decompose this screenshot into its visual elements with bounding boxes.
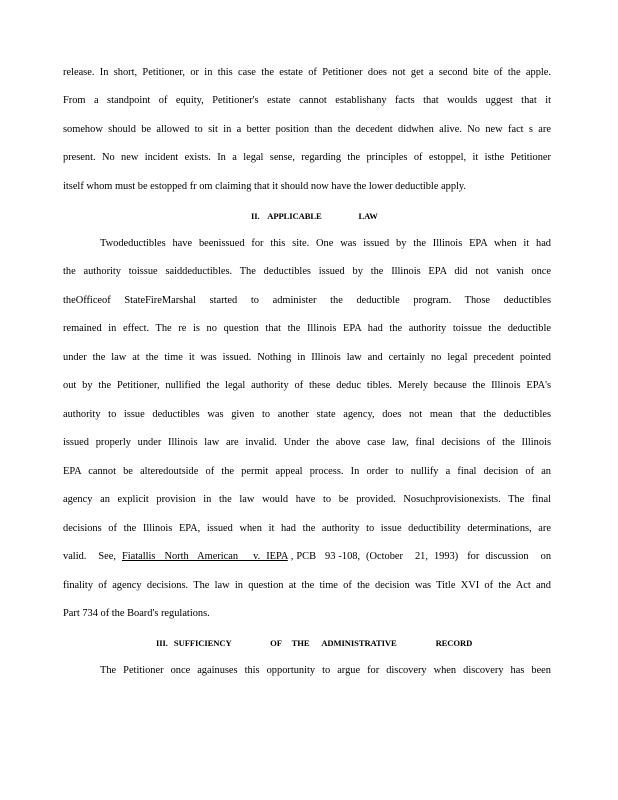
- case-citation-name: Fiatallis North American v. IEPA: [121, 551, 288, 562]
- paragraph-line: itself whom must be estopped fr om claiming that it should now have the lower deductible apply.: [63, 181, 467, 192]
- paragraph-line: EPA cannot be alteredoutside of the permit appeal process. In order to nullify a final decision of an: [63, 466, 551, 477]
- paragraph-line: the authority toissue saiddeductibles. The deductibles issued by the Illinois EPA did not vanish once: [63, 266, 551, 277]
- section-heading-sufficiency: III. SUFFICIENCY OF THE ADMINISTRATIVE RECORD: [156, 638, 473, 648]
- paragraph-line: present. No new incident exists. In a legal sense, regarding the principles of estoppel, it isthe Petitioner: [63, 152, 551, 163]
- paragraph-line: decisions of the Illinois EPA, issued when it had the authority to issue deductibility determinations, are: [63, 523, 551, 534]
- paragraph-line: release. In short, Petitioner, or in this case the estate of Petitioner does not get a second bite of the apple.: [63, 67, 551, 78]
- paragraph-line: The Petitioner once againuses this opportunity to argue for discovery when discovery has been: [100, 665, 551, 676]
- paragraph-line: Part 734 of the Board's regulations.: [63, 608, 210, 619]
- paragraph-line: agency an explicit provision in the law would have to be provided. Nosuchprovisionexists. The final: [63, 494, 551, 505]
- paragraph-line: Twodeductibles have beenissued for this site. One was issued by the Illinois EPA when it had: [100, 238, 551, 249]
- paragraph-line: authority to issue deductibles was given to another state agency, does not mean that the deductibles: [63, 409, 551, 420]
- paragraph-line: out by the Petitioner, nullified the legal authority of these deduc tibles. Merely because the Illinois EPA's: [63, 380, 551, 391]
- section-heading-applicable-law: II. APPLICABLE LAW: [251, 211, 378, 221]
- paragraph-line: remained in effect. The re is no question that the Illinois EPA had the authority toissue the deductible: [63, 323, 551, 334]
- see-signal: valid. See,: [63, 551, 122, 562]
- paragraph-line: under the law at the time it was issued. Nothing in Illinois law and certainly no legal precedent pointed: [63, 352, 551, 363]
- paragraph-line: From a standpoint of equity, Petitioner's estate cannot establishany facts that woulds uggest that it: [63, 95, 551, 106]
- paragraph-line: somehow should be allowed to sit in a better position than the decedent didwhen alive. No new fact s are: [63, 124, 551, 135]
- paragraph-line-citation: [63, 550, 551, 564]
- paragraph-line: finality of agency decisions. The law in question at the time of the decision was Title XVI of the Act and: [63, 580, 551, 591]
- paragraph-line: theOfficeof StateFireMarshal started to administer the deductible program. Those deductibles: [63, 295, 551, 306]
- paragraph-line: issued properly under Illinois law are invalid. Under the above case law, final decisions of the Illinois: [63, 437, 551, 448]
- case-citation-details: , PCB 93 -108, (October 21, 1993) for discussion on: [287, 551, 551, 562]
